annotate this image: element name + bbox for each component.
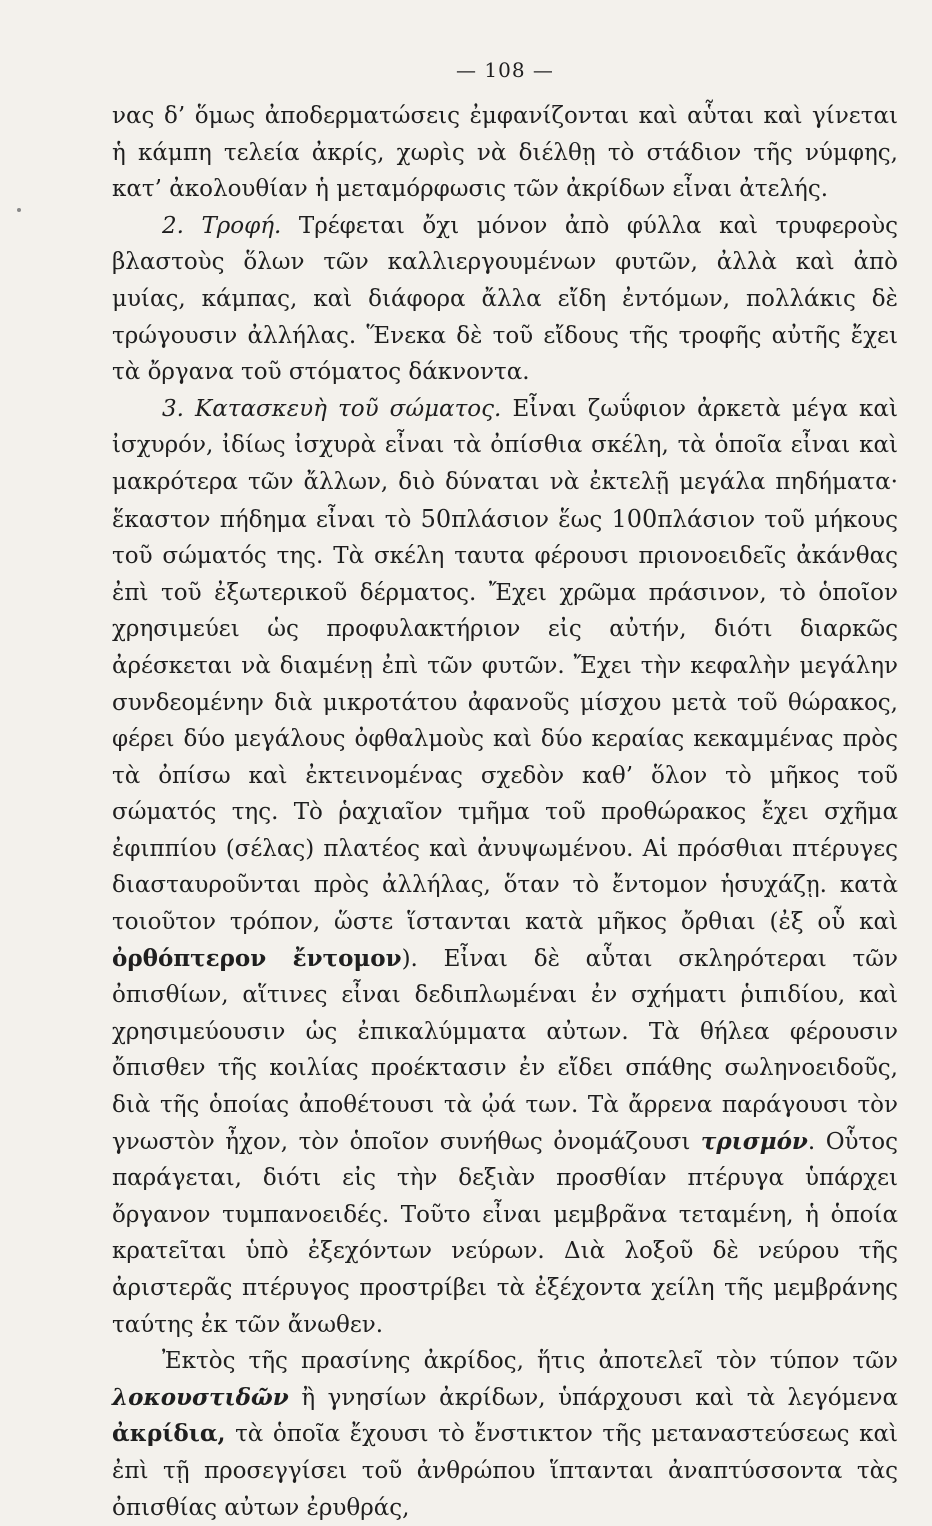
text-span: Ἐκτὸς τῆς πρασίνης ἀκρίδος, ἥτις ἀποτελεῖ τὸν τύπον τῶν <box>162 1348 898 1375</box>
text-span: . Οὗτος παράγεται, διότι εἰς τὴν δεξιὰν προσθίαν πτέρυγα ὑπάρχει ὄργανον τυμπανοειδές. Τοῦτο εἶναι μεμβρᾶνα τεταμένη, ἡ ὁποία κρατεῖται ὑπὸ ἐξεχόντων νεύρων. Διὰ λοξοῦ δὲ νεύρου τῆς ἀριστερᾶς πτέρυγος προστρίβει τὰ ἐξέχοντα χείλη τῆς μεμβράνης ταύτης ἐκ τῶν ἄνωθεν. <box>112 1128 898 1338</box>
text-span: ἢ γνησίων ἀκρίδων, ὑπάρχουσι καὶ τὰ λεγόμενα <box>288 1384 898 1411</box>
text-span: πλάσιον τοῦ μήκους τοῦ σώματός της. Τὰ σκέλη ταυτα φέρουσι πριονοειδεῖς ἀκάνθας ἐπὶ τοῦ ἐξωτερικοῦ δέρματος. Ἔχει χρῶμα πράσινον, τὸ ὁποῖον χρησιμεύει ὡς προφυλακτήριον εἰς αὐτήν, διότι διαρκῶς ἀρέσκεται νὰ διαμένῃ ἐπὶ τῶν φυτῶν. Ἔχει τὴν κεφαλὴν μεγάλην συνδεομένην διὰ μικροτάτου ἀφανοῦς μίσχου μετὰ τοῦ θώρακος, φέρει δύο μεγάλους ὀφθαλμοὺς καὶ δύο κεραίας κεκαμμένας πρὸς τὰ ὀπίσω καὶ ἐκτεινομένας σχεδὸν καθ’ ὅλον τὸ μῆκος τοῦ σώματός της. Τὸ ῥαχιαῖον τμῆμα τοῦ προθώρακος ἔχει σχῆμα ἐφιππίου (σέλας) πλατέος καὶ ἀνυψωμένου. Αἱ πρόσθιαι πτέρυγες διασταυροῦνται πρὸς ἀλλήλας, ὅταν τὸ ἔντομον ἡσυχάζῃ. κατὰ τοιοῦτον τρόπον, ὥστε ἵστανται κατὰ μῆκος ὄρθιαι (ἐξ οὗ καὶ <box>112 506 898 936</box>
page-number: — 108 — <box>456 58 554 82</box>
paragraph-3-body-structure <box>112 391 898 1343</box>
number-50: 50 <box>420 504 452 533</box>
text-span: ). Εἶναι δὲ αὗται σκληρότεραι τῶν ὀπισθίων, αἵτινες εἶναι δεδιπλωμέναι ἐν σχήματι ῥιπιδίου, καὶ χρησιμεύουσιν ὡς ἐπικαλύμματα αὐτων. Τὰ θήλεα φέρουσιν ὄπισθεν τῆς κοιλίας προέκτασιν ἐν εἴδει σπάθης σωληνοειδοῦς, διὰ τῆς ὁποίας ἀποθέτουσι τὰ ᾠά των. Τὰ ἄρρενα παράγουσι τὸν γνωστὸν ἦχον, τὸν ὁποῖον συνήθως ὀνομάζουσι <box>112 945 898 1155</box>
number-100: 100 <box>611 504 658 533</box>
paragraph-2-food <box>112 208 898 391</box>
margin-dot <box>17 208 21 212</box>
term-akridia: ἀκρίδια, <box>112 1420 226 1448</box>
text-span: νας δ’ ὅμως ἀποδερματώσεις ἐμφανίζονται καὶ αὗται καὶ γίνεται ἡ κάμπη τελεία ἀκρίς, χωρὶς νὰ διέλθῃ τὸ στάδιον τῆς νύμφης, κατ’ ἀκολουθίαν ἡ μεταμόρφωσις τῶν ἀκρίδων εἶναι ἀτελής. <box>112 103 898 203</box>
paragraph-1 <box>112 98 898 208</box>
term-orthoptera: ὀρθόπτερον ἔντομον <box>112 944 402 972</box>
section-heading-food: 2. Τροφή. <box>162 212 282 239</box>
text-span: τὰ ὁποῖα ἔχουσι τὸ ἔνστικτον τῆς μεταναστεύσεως καὶ ἐπὶ τῇ προσεγγίσει τοῦ ἀνθρώπου ἵπτανται ἀναπτύσσοντα τὰς ὀπισθίας αὐτων ἐρυθράς, <box>112 1421 898 1521</box>
term-trismos: τρισμόν <box>700 1127 808 1155</box>
term-locustids: λοκουστιδῶν <box>112 1383 289 1411</box>
section-heading-body: 3. Κατασκευὴ τοῦ σώματος. <box>162 395 502 422</box>
text-span: Τρέφεται ὄχι μόνον ἀπὸ φύλλα καὶ τρυφεροὺς βλαστοὺς ὅλων τῶν καλλιεργουμένων φυτῶν, ἀλλὰ καὶ ἀπὸ μυίας, κάμπας, καὶ διάφορα ἄλλα εἴδη ἐντόμων, πολλάκις δὲ τρώγουσιν ἀλλήλας. Ἕνεκα δὲ τοῦ εἴδους τῆς τροφῆς αὐτῆς ἔχει τὰ ὄργανα τοῦ στόματος δάκνοντα. <box>112 212 898 386</box>
text-span: Εἶναι ζωΰφιον ἀρκετὰ μέγα καὶ ἰσχυρόν, ἰδίως ἰσχυρὰ εἶναι τὰ ὀπίσθια σκέλη, τὰ ὁποῖα εἶναι καὶ μακρότερα τῶν ἄλλων, διὸ δύναται νὰ ἐκτελῇ μεγάλα πηδήματα· ἕκαστον πήδημα εἶναι τὸ <box>112 395 898 533</box>
paragraph-4-locusts <box>112 1343 898 1526</box>
text-span: πλάσιον ἕως <box>451 506 612 533</box>
